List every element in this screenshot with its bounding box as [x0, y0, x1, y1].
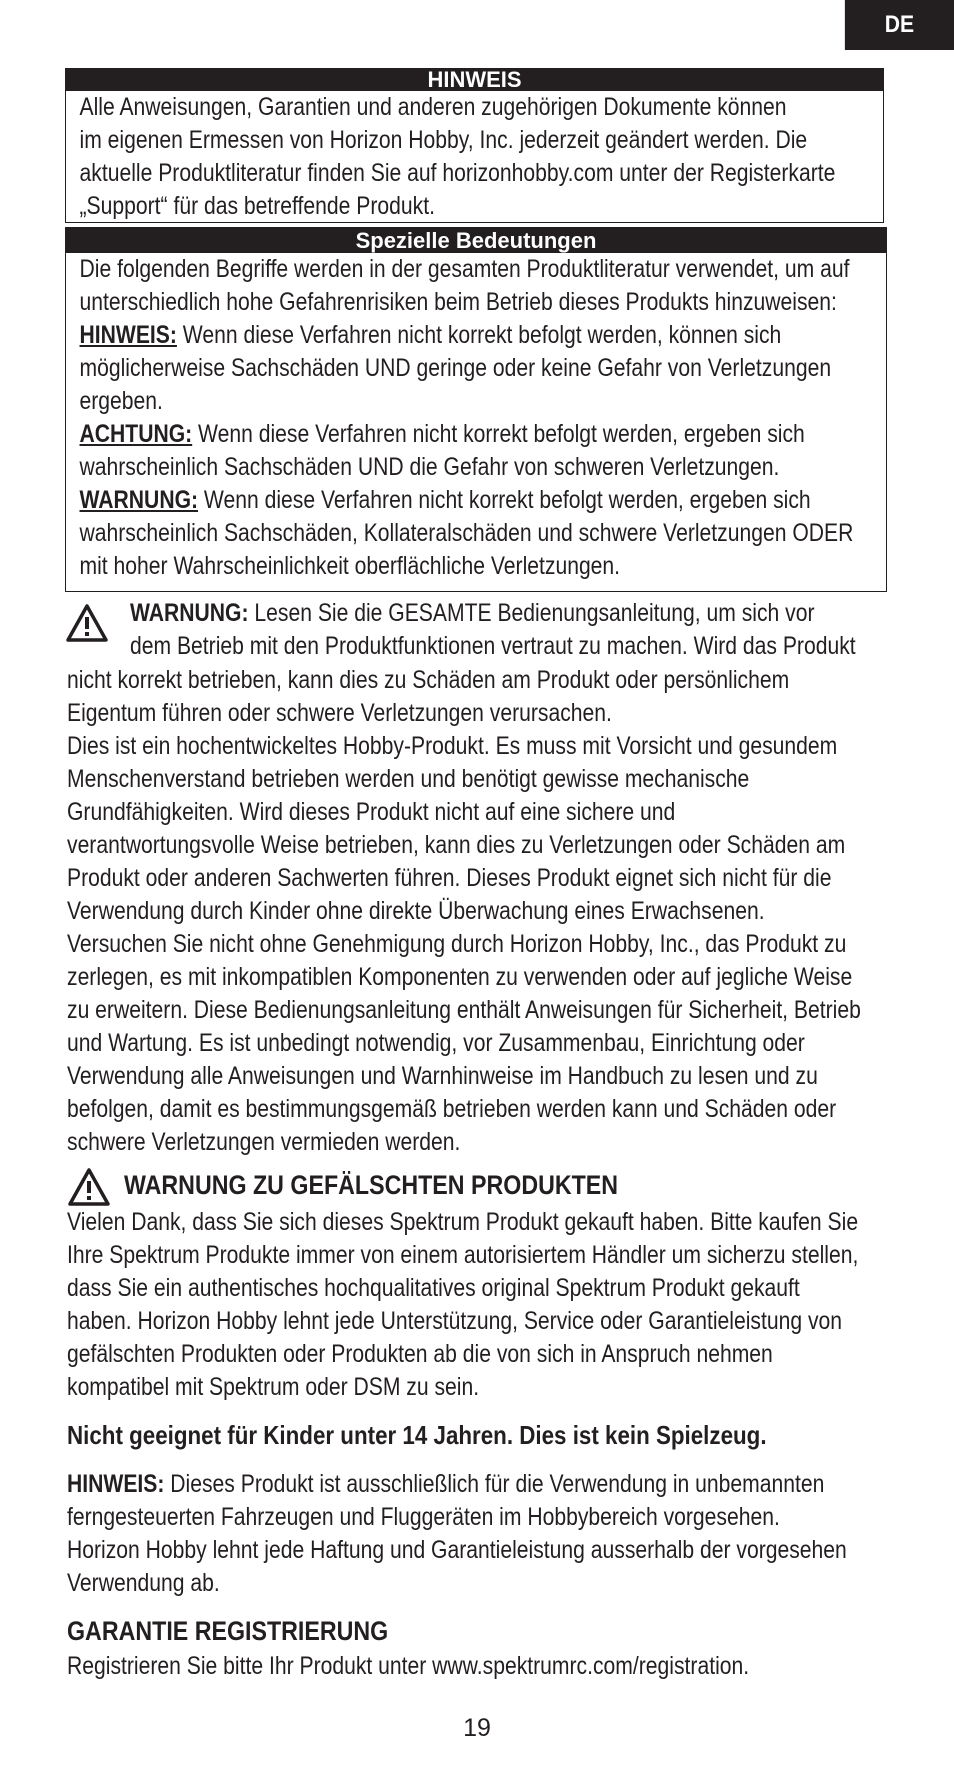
notice-box-body: [66, 91, 894, 223]
body-line: Menschenverstand betrieben werden und benötigt gewisse mechanische: [67, 765, 750, 793]
notice-box-title: HINWEIS: [66, 69, 883, 91]
body-line: schwere Verletzungen vermieden werden.: [67, 1128, 461, 1156]
notice-box: [65, 68, 884, 223]
special-meanings-title: Spezielle Bedeutungen: [66, 228, 886, 253]
body-line: und Wartung. Es ist unbedingt notwendig, vor Zusammenbau, Einrichtung oder: [67, 1029, 805, 1057]
warranty-registration-body: [67, 1650, 954, 1683]
body-line: Vielen Dank, dass Sie sich dieses Spektrum Produkt gekauft haben. Bitte kaufen Sie: [67, 1208, 859, 1236]
warnung-line: wahrscheinlich Sachschäden, Kollateralschäden und schwere Verletzungen ODER: [79, 519, 854, 547]
body-line: Eigentum führen oder schwere Verletzungen verursachen.: [67, 699, 612, 727]
body-line: Produkt oder anderen Sachwerten führen. Dieses Produkt eignet sich nicht für die: [67, 864, 832, 892]
body-line: haben. Horizon Hobby lehnt jede Unterstützung, Service oder Garantieleistung von: [67, 1307, 843, 1335]
hinweis-line: ergeben.: [79, 387, 163, 415]
body-line: nicht korrekt betrieben, kann dies zu Schäden am Produkt oder persönlichem: [67, 666, 790, 694]
counterfeit-warning-title: WARNUNG ZU GEFÄLSCHTEN PRODUKTEN: [124, 1170, 619, 1200]
body-line: kompatibel mit Spektrum oder DSM zu sein.: [67, 1373, 480, 1401]
notice-line: aktuelle Produktliteratur finden Sie auf horizonhobby.com unter der Registerkarte: [79, 159, 836, 187]
warranty-registration-title: GARANTIE REGISTRIERUNG: [67, 1616, 389, 1646]
intro-line: Die folgenden Begriffe werden in der gesamten Produktliteratur verwendet, um auf: [79, 255, 850, 283]
main-warning-first-line: [130, 597, 954, 630]
usage-notice-label: HINWEIS:: [67, 1470, 165, 1498]
body-line: befolgen, damit es bestimmungsgemäß betrieben werden kann und Schäden oder: [67, 1095, 837, 1123]
achtung-line: wahrscheinlich Sachschäden UND die Gefahr von schweren Verletzungen.: [79, 453, 780, 481]
achtung-definition: [80, 418, 898, 451]
body-line: ferngesteuerten Fahrzeugen und Fluggeräten im Hobbybereich vorgesehen.: [67, 1503, 780, 1531]
body-line: Dies ist ein hochentwickeltes Hobby-Produkt. Es muss mit Vorsicht und gesundem: [67, 732, 838, 760]
warranty-registration-line: Registrieren Sie bitte Ihr Produkt unter www.spektrumrc.com/registration.: [67, 1652, 750, 1680]
hinweis-definition: [80, 319, 898, 352]
usage-notice-first-line: [67, 1468, 954, 1501]
main-warning-head: [130, 597, 954, 663]
main-warning-label: WARNUNG:: [130, 599, 249, 627]
warnung-line: mit hoher Wahrscheinlichkeit oberflächliche Verletzungen.: [79, 552, 621, 580]
age-warning: Nicht geeignet für Kinder unter 14 Jahren. Dies ist kein Spielzeug.: [67, 1420, 767, 1450]
body-line: Horizon Hobby lehnt jede Haftung und Garantieleistung ausserhalb der vorgesehen: [67, 1536, 847, 1564]
body-line: Grundfähigkeiten. Wird dieses Produkt nicht auf eine sichere und: [67, 798, 676, 826]
body-line: dass Sie ein authentisches hochqualitatives original Spektrum Produkt gekauft: [67, 1274, 800, 1302]
hinweis-line: möglicherweise Sachschäden UND geringe oder keine Gefahr von Verletzungen: [79, 354, 832, 382]
body-line: Verwendung ab.: [67, 1569, 220, 1597]
warnung-definition: [80, 484, 898, 517]
body-line: Ihre Spektrum Produkte immer von einem autorisiertem Händler um sicherzu stellen,: [67, 1241, 859, 1269]
body-line: Verwendung alle Anweisungen und Warnhinweise im Handbuch zu lesen und zu: [67, 1062, 818, 1090]
body-line: Versuchen Sie nicht ohne Genehmigung durch Horizon Hobby, Inc., das Produkt zu: [67, 930, 847, 958]
special-meanings-box: [65, 227, 887, 592]
intro-line: unterschiedlich hohe Gefahrenrisiken beim Betrieb dieses Produkts hinzuweisen:: [79, 288, 837, 316]
main-warning-text: Lesen Sie die GESAMTE Bedienungsanleitung, um sich vor: [248, 599, 815, 627]
achtung-text: Wenn diese Verfahren nicht korrekt befolgt werden, ergeben sich: [192, 420, 805, 448]
body-line: zerlegen, es mit inkompatiblen Komponenten zu verwenden oder auf jegliche Weise: [67, 963, 853, 991]
body-line: verantwortungsvolle Weise betrieben, kann dies zu Verletzungen oder Schäden am: [67, 831, 846, 859]
usage-notice-text: Dieses Produkt ist ausschließlich für die Verwendung in unbemannten: [164, 1470, 825, 1498]
page-number: 19: [463, 1714, 491, 1742]
warnung-text: Wenn diese Verfahren nicht korrekt befolgt werden, ergeben sich: [198, 486, 811, 514]
main-warning-second-line: dem Betrieb mit den Produktfunktionen vertraut zu machen. Wird das Produkt: [130, 632, 856, 660]
notice-line: im eigenen Ermessen von Horizon Hobby, Inc. jederzeit geändert werden. Die: [79, 126, 808, 154]
body-line: zu erweitern. Diese Bedienungsanleitung enthält Anweisungen für Sicherheit, Betrieb: [67, 996, 861, 1024]
achtung-label: ACHTUNG:: [79, 420, 193, 448]
hinweis-label: HINWEIS:: [79, 321, 177, 349]
warning-triangle-icon: [68, 1168, 110, 1206]
notice-line: „Support“ für das betreffende Produkt.: [79, 192, 435, 220]
warnung-label: WARNUNG:: [79, 486, 199, 514]
special-meanings-body: [66, 253, 897, 583]
body-line: gefälschten Produkten oder Produkten ab die von sich in Anspruch nehmen: [67, 1340, 773, 1368]
main-warning-body: [67, 664, 954, 1159]
hinweis-text: Wenn diese Verfahren nicht korrekt befolgt werden, können sich: [176, 321, 782, 349]
counterfeit-warning-body: [67, 1206, 954, 1404]
body-line: Verwendung durch Kinder ohne direkte Überwachung eines Erwachsenen.: [67, 897, 765, 925]
usage-notice: [67, 1468, 954, 1600]
notice-line: Alle Anweisungen, Garantien und anderen zugehörigen Dokumente können: [79, 93, 787, 121]
language-tab: DE: [845, 0, 954, 50]
warning-triangle-icon: [66, 604, 108, 642]
